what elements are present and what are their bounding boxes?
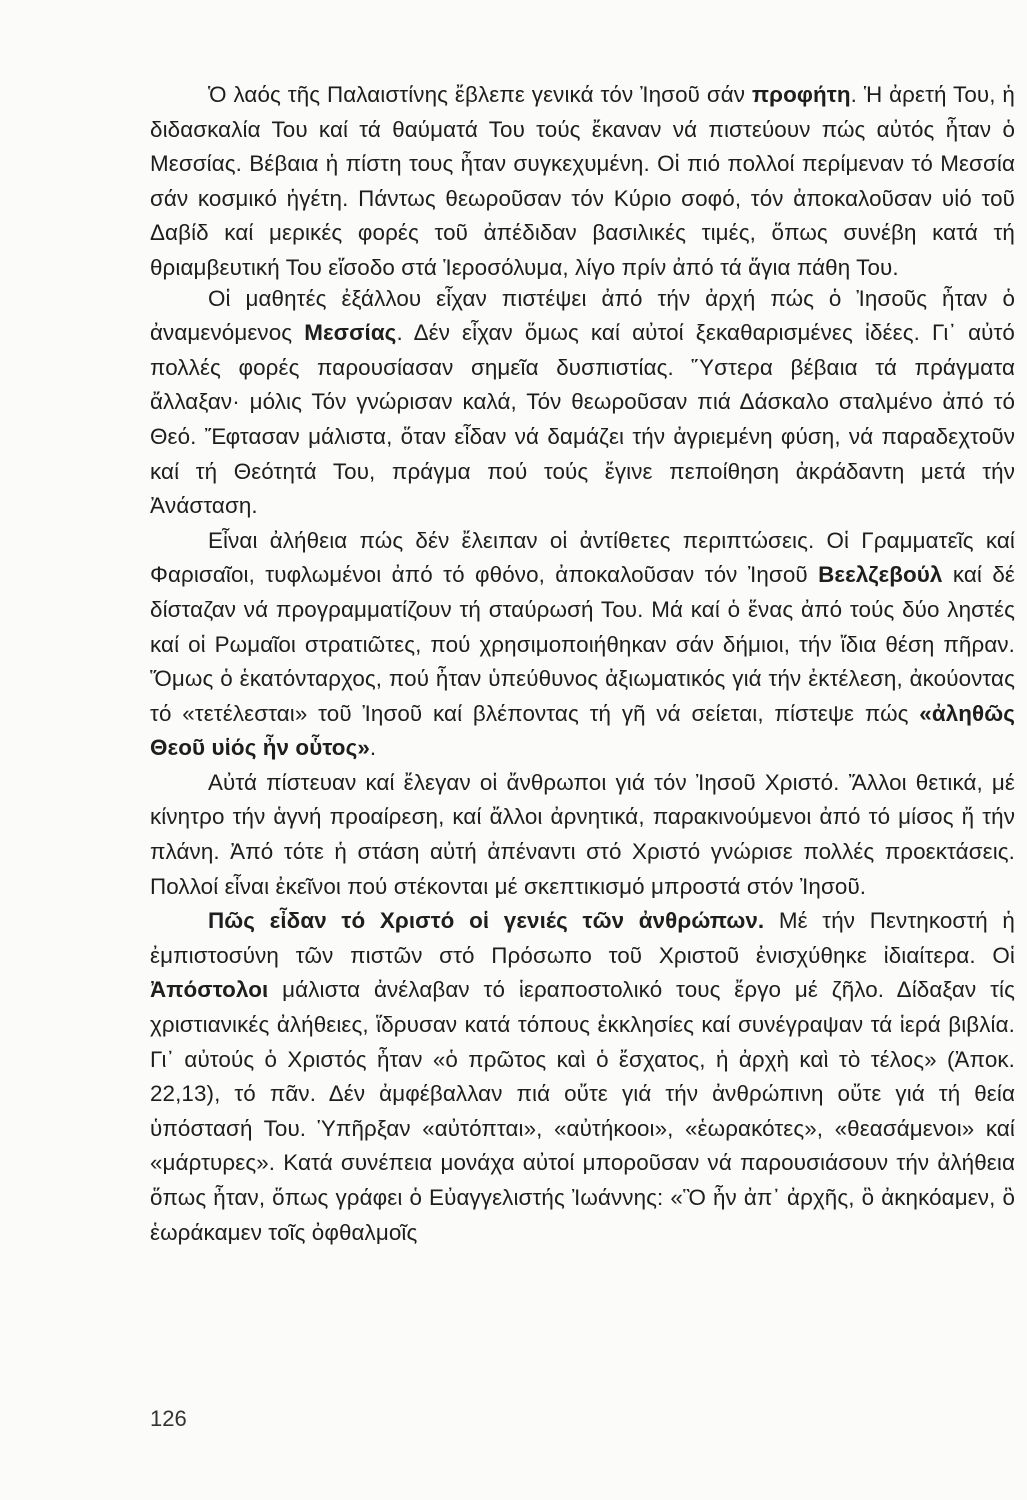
p3-run-5: . bbox=[369, 735, 377, 761]
p5-bold-apostles: Ἀπόστολοι bbox=[150, 977, 269, 1003]
p1-bold-prophet: προφήτη bbox=[751, 82, 851, 107]
p3-bold-beelzebul: Βεελζεβούλ bbox=[818, 562, 943, 588]
p1-run-1: Ὁ λαός τῆς Παλαιστίνης ἔβλεπε γενικά τόν Ἰησοῦ σάν bbox=[208, 82, 752, 107]
page-body bbox=[150, 78, 1015, 1250]
paragraph-generations-heading bbox=[150, 904, 1015, 1250]
p4-run-1: Αὐτά πίστευαν καί ἔλεγαν οἱ ἄνθρωποι γιά τόν Ἰησοῦ Χριστό. Ἄλλοι θετικά, μέ κίνητρο τήν ἁγνή προαίρεση, καί ἄλλοι ἀρνητικά, παρακινούμενοι ἀπό τό μίσος ἤ τήν πλάνη. Ἀπό τότε ἡ στάση αὐτή ἀπέναντι στό Χριστό γνώρισε πολλές προεκτάσεις. Πολλοί εἶναι ἐκεῖνοι πού στέκονται μέ σκεπτικισμό μπροστά στόν Ἰησοῦ. bbox=[150, 769, 1015, 899]
p2-run-1: Οἱ μαθητές ἐξάλλου εἶχαν πιστέψει ἀπό τήν ἀρχή πώς ὁ Ἰησοῦς ἦταν ὁ ἀναμενόμενος bbox=[150, 285, 1015, 346]
p3-bold-quote: «ἀληθῶς Θεοῦ υἱός ἦν οὗτος» bbox=[150, 700, 1015, 761]
p2-bold-messiah: Μεσσίας bbox=[304, 320, 397, 346]
p3-run-1: Εἶναι ἀλήθεια πώς δέν ἔλειπαν οἱ ἀντίθετες περιπτώσεις. Οἱ Γραμματεῖς καί Φαρισαῖοι, τυφλωμένοι ἀπό τό φθόνο, ἀποκαλοῦσαν τόν Ἰησοῦ bbox=[150, 527, 1015, 588]
p5-run-2: Μέ τήν Πεντηκοστή ἡ ἐμπιστοσύνη τῶν πιστῶν στό Πρόσωπο τοῦ Χριστοῦ ἐνισχύθηκε ἰδιαίτερα. Οἱ bbox=[150, 908, 1015, 968]
paragraph-opposing-cases bbox=[150, 524, 1015, 766]
paragraph-people-of-palestine bbox=[150, 78, 1015, 286]
p3-run-3: καί δέ δίσταζαν νά προγραμματίζουν τή σταύρωσή Του. Μά καί ὁ ἕνας ἀπό τούς δύο ληστές καί οἱ Ρωμαῖοι στρατιῶτες, πού χρησιμοποιήθηκαν σάν δήμιοι, τήν ἴδια θέση πῆραν. Ὅμως ὁ ἑκατόνταρχος, πού ἦταν ὑπεύθυνος ἀξιωματικός γιά τήν ἐκτέλεση, ἀκούοντας τό «τετέλεσται» τοῦ Ἰησοῦ καί βλέποντας τή γῆ νά σείεται, πίστεψε πώς bbox=[150, 562, 1015, 726]
paragraph-disciples bbox=[150, 282, 1015, 524]
section-heading-generations: Πῶς εἶδαν τό Χριστό οἱ γενιές τῶν ἀνθρώπων. bbox=[208, 908, 765, 934]
p1-run-3: . Ἡ ἀρετή Του, ἡ διδασκαλία Του καί τά θαύματά Του τούς ἔκαναν νά πιστεύουν πώς αὐτός ἦταν ὁ Μεσσίας. Βέβαια ἡ πίστη τους ἦταν συγκεχυμένη. Οἱ πιό πολλοί περίμεναν τό Μεσσία σάν κοσμικό ἡγέτη. Πάντως θεωροῦσαν τόν Κύριο σοφό, τόν ἀποκαλοῦσαν υἱό τοῦ Δαβίδ καί μερικές φορές τοῦ ἀπέδιδαν βασιλικές τιμές, ὅπως συνέβη κατά τή θριαμβευτική Του εἴσοδο στά Ἱεροσόλυμα, λίγο πρίν ἀπό τά ἅγια πάθη Του. bbox=[150, 82, 1015, 280]
p2-run-3: . Δέν εἶχαν ὅμως καί αὐτοί ξεκαθαρισμένες ἰδέες. Γι᾿ αὐτό πολλές φορές παρουσίασαν σημεῖα δυσπιστίας. Ὕστερα βέβαια τά πράγματα ἄλλαξαν· μόλις Τόν γνώρισαν καλά, Τόν θεωροῦσαν πιά Δάσκαλο σταλμένο ἀπό τό Θεό. Ἔφτασαν μάλιστα, ὅταν εἶδαν νά δαμάζει τήν ἀγριεμένη φύση, νά παραδεχτοῦν καί τή Θεότητά Του, πράγμα πού τούς ἔγινε πεποίθηση ἀκράδαντη μετά τήν Ἀνάσταση. bbox=[150, 320, 1015, 519]
p5-run-4: μάλιστα ἀνέλαβαν τό ἱεραποστολικό τους ἔργο μέ ζῆλο. Δίδαξαν τίς χριστιανικές ἀλήθειες, ἵδρυσαν κατά τόπους ἐκκλησίες καί συνέγραψαν τά ἱερά βιβλία. Γι᾿ αὐτούς ὁ Χριστός ἦταν «ὁ πρῶτος καὶ ὁ ἔσχατος, ἡ ἀρχὴ καὶ τὸ τέλος» (Ἀποκ. 22,13), τό πᾶν. Δέν ἀμφέβαλλαν πιά οὔτε γιά τήν ἀνθρώπινη οὔτε γιά τή θεία ὑπόστασή Του. Ὑπῆρξαν «αὐτόπται», «αὐτήκοοι», «ἑωρακότες», «θεασάμενοι» καί «μάρτυρες». Κατά συνέπεια μονάχα αὐτοί μποροῦσαν νά παρουσιάσουν τήν ἀλήθεια ὅπως ἦταν, ὅπως γράφει ὁ Εὐαγγελιστής Ἰωάννης: «Ὃ ἦν ἀπ᾿ ἀρχῆς, ὃ ἀκηκόαμεν, ὃ ἑωράκαμεν τοῖς ὀφθαλμοῖς bbox=[150, 977, 1015, 1245]
page-number: 126 bbox=[150, 1406, 187, 1431]
paragraph-beliefs bbox=[150, 766, 1015, 904]
